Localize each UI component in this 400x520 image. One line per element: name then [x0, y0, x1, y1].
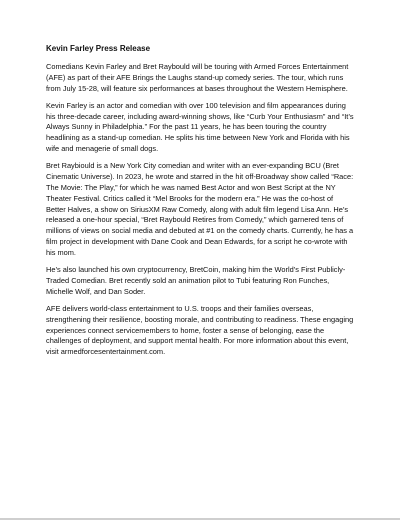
paragraph-afe-mission: AFE delivers world-class entertainment to U.S. troops and their families overseas, strengthening their resilience, boosting morale, and contributing to readiness. These engaging experiences connect servicemembers to home, foster a sense of belonging, ease the challenges of deployment, and support mental health. For more information about this event, visit armedforcesentertainment.com.	[46, 303, 354, 357]
paragraph-bretcoin: He’s also launched his own cryptocurrency, BretCoin, making him the World’s First Publicly-Traded Comedian. Bret recently sold an animation pilot to Tubi featuring Ron Funches, Michelle Wolf, and Dan Soder.	[46, 265, 346, 296]
paragraph-kevin-farley-bio: Kevin Farley is an actor and comedian with over 100 television and film appearances during his three-decade career, including award-winning shows, like “Curb Your Enthusiasm” and “It’s Always Sunny in Philadelphia.” For the past 11 years, he has been touring the country headlining as a stand-up comedian. He splits his time between New York and Florida with his wife and menagerie of small dogs.	[46, 100, 354, 154]
paragraph-bret-raybould-bio: Bret Raybiould is a New York City comedian and writer with an ever-expanding BCU (Bret Cinematic Universe). In 2023, he wrote and starred in the hit off-Broadway show called “Race: The Movie: The Play,” for which he was named Best Actor and won Best Script at the NY Theater Festival. Critics called it “Mel Brooks for the modern era.” He was the co-host of Better Halves, a show on SiriusXM Raw Comedy, along with adult film legend Lisa Ann. He’s released a one-hour special, “Bret Raybould Retires from Comedy,” which garnered tens of millions of views on social media and debuted at #1 on the comedy charts. Currently, he has a film project in development with Dane Cook and Dean Edwards, for a script he co-wrote with his mom.	[46, 161, 354, 257]
paragraph-tour-announcement: Comedians Kevin Farley and Bret Raybould will be touring with Armed Forces Entertainment (AFE) as part of their AFE Brings the Laughs stand-up comedy series. The tour, which runs from July 15-28, will feature six performances at bases throughout the Western Hemisphere.	[46, 62, 349, 93]
document-title: Kevin Farley Press Release	[46, 44, 151, 53]
